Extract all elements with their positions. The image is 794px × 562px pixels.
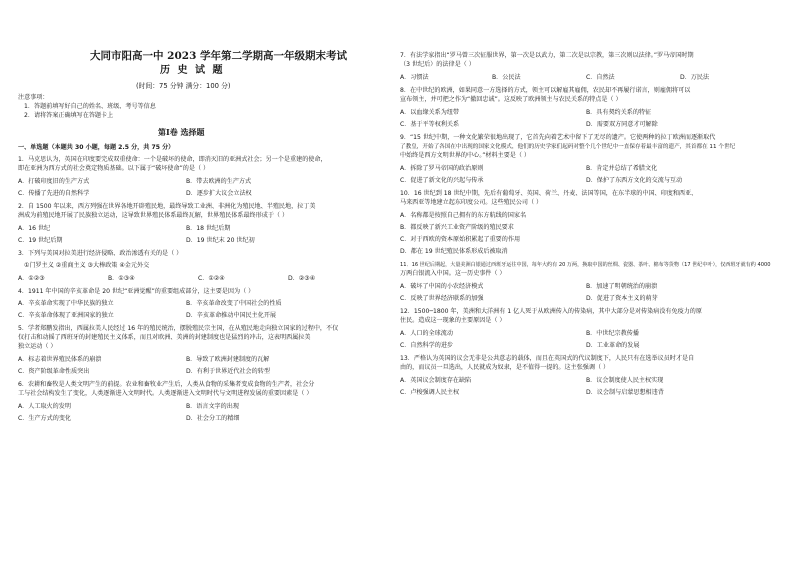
question-text: 宣布领主，并可把之作为“撤回忠诚”。这反映了欧洲领主与农民关系的特点是（ ） (400, 96, 622, 103)
question-text: 10．16 世纪到 18 世纪中期，先后有葡萄牙、英国、荷兰、丹麦、法国等国，在东半球的中国、印度和西亚、 (400, 190, 698, 197)
option: C．反映了世界经济联系的加强 (400, 295, 484, 302)
question-text: 5．学者郑鹏发指出，西属拉美人民经过 16 年的殖民统治，摆脱殖民宗主国，在从殖民地走向独立国家的过程中，不仅 (18, 325, 339, 332)
option: A．标志着世界殖民体系的崩溃 (18, 356, 102, 363)
option: D．促进了资本主义的萌芽 (586, 295, 658, 302)
question-text: 3．下列与美国对拉美进行经济侵略、政治渗透有关的是（ ） (18, 250, 183, 257)
option: A．16 世纪 (18, 225, 51, 232)
option: D．万民法 (680, 74, 710, 81)
question-text: 仅打击和动摇了西班牙的封建殖民主义体系，而且对欧洲、美洲的封建制度也是猛烈的冲击，这表明西属拉美 (18, 334, 311, 341)
question-text: 独立运动（ ） (18, 343, 57, 350)
option: C．基于平等权利关系 (400, 121, 460, 128)
question-text: 11．16 世纪后期起，大量美洲白银通过西班牙运往中国，每年大约有 20 万两，换取中国的丝绸、瓷器、茶叶、棉布等货物（17 世纪中叶），仅西班牙就有约 4000 (400, 262, 771, 268)
question-text: 1．马克思认为，英国在印度要完成双重使命：一个是破坏的使命，即消灭旧的亚洲式社会；另一个是重建的使命， (18, 156, 327, 163)
question-text: 9．“15 世纪中期，一种文化繁荣很地出现了，它首先向着艺术中留下了无尽的遗产。它使两种的拉丁欧洲而逐渐取代 (400, 134, 716, 141)
option: B．导致了欧洲封建制度的瓦解 (186, 356, 270, 363)
option: C．卢梭强调人民主权 (400, 389, 460, 396)
option: C．辛亥革命体现了亚洲国家的独立 (18, 312, 114, 319)
option: C．①②④ (198, 275, 225, 282)
notice-item: 1．答题前填写好自己的姓名、班级、考号等信息 (24, 103, 156, 110)
exam-subject: 历 史 试 题 (160, 65, 225, 76)
option: D．辛亥革命推动中国民主化开展 (186, 312, 277, 319)
option: A．辛亥革命实现了中华民族的独立 (18, 300, 114, 307)
option: D．19 世纪末 20 世纪初 (186, 237, 255, 244)
option: D．有利于世界近代社会的转型 (186, 368, 270, 375)
section-heading: 一、单选题（本题共 30 小题，每题 2.5 分，共 75 分） (18, 144, 175, 151)
notice-item: 2．请将答案正确填写在答题卡上 (24, 112, 114, 119)
part-title: 第Ⅰ卷 选择题 (158, 127, 205, 137)
notice-title: 注意事项： (18, 94, 49, 101)
option: D．议会制与启蒙思想相违背 (586, 389, 664, 396)
question-text: 7．有法学家指出“罗马曾三次征服世界，第一次是以武力，第二次是以宗教，第三次则以法律。”罗马帝国时期 (400, 52, 694, 59)
option: A．人工取火的发明 (18, 403, 71, 410)
option: A．习惯法 (400, 74, 429, 81)
option: D．工业革命的发展 (586, 342, 640, 349)
question-items: ①门罗主义 ②重商主义 ③大棒政策 ④金元外交 (24, 262, 150, 269)
option: B．公民法 (492, 74, 521, 81)
option: C．对于西欧的资本原始积累起了重要的作用 (400, 236, 521, 243)
question-text: 洲成为前殖民地开展了民族独立运动，这导致世界殖民体系最终瓦解，世界殖民体系最终形成于（ ） (18, 212, 289, 219)
question-text: 8．在中世纪的欧洲，如果同意一方选择的方式，领主可以解雇其雇佣，农民却不再履行诺言，则雇佣将可以 (400, 87, 691, 94)
option: A．英国议会制度存在缺陷 (400, 377, 472, 384)
question-text: 工与社会结构发生了变化，人类逐渐进入文明时代。人类逐渐进入文明时代与文明进程发展的重要因素是（ ） (18, 390, 313, 397)
exam-title: 大同市阳高一中 2023 学年第二学期高一年级期末考试 (90, 50, 348, 62)
option: C．自然法 (586, 74, 615, 81)
option: B．加速了明朝统治的崩溃 (586, 283, 658, 290)
question-text: 由的，而议员一旦选出，人民就成为奴隶，是不值得一提的。这主张强调（ ） (400, 364, 610, 371)
question-text: 12．1500─1800 年，美洲和大洋洲有 1 亿人死于从欧洲传入的传染病，其中大部分是对传染病没有免疫力的原 (400, 308, 702, 315)
option: A．破坏了中国的小农经济模式 (400, 283, 484, 290)
option: C．19 世纪后期 (18, 237, 63, 244)
option: B．都反映了新兴工业资产阶级的殖民要求 (400, 224, 514, 231)
option: A．拆除了罗马帝国的政治原则 (400, 165, 484, 172)
question-text: （3 世纪后）的法律是（ ） (400, 61, 475, 68)
option: A．名称都是按照自己拥有的东方航线的国家名 (400, 212, 527, 219)
option: A．以血缘关系为纽带 (400, 109, 460, 116)
option: B．带去欧洲的生产方式 (186, 178, 252, 185)
time-score: (时间：75 分钟 满分：100 分) (136, 82, 231, 90)
option: D．需要双方同意才可解除 (586, 121, 658, 128)
question-text: 6．农耕和畜牧是人类文明产生的前提。农业和畜牧业产生后，人类从食物的采集者变成食物的生产者，社会分 (18, 381, 315, 388)
option: B．语言文字的出现 (186, 403, 239, 410)
question-text: 住民。造成这一现象的主要原因是（ ） (400, 317, 506, 324)
option: A．打破印度旧的生产方式 (18, 178, 90, 185)
option: C．传播了先进的自然科学 (18, 190, 90, 197)
option: D．②③④ (288, 275, 316, 282)
option: C．资产阶级革命性质突出 (18, 368, 90, 375)
question-text: 马来西亚等地建立起东印度公司。这些殖民公司（ ） (400, 199, 543, 206)
option: B．议会制度使人民主权实现 (586, 377, 664, 384)
option: C．生产方式的变化 (18, 415, 72, 422)
option: C．自然科学的进步 (400, 342, 454, 349)
option: D．逐步扩大议会立法权 (186, 190, 252, 197)
option: B．中世纪宗教传播 (586, 330, 639, 337)
option: A．人口的全球流动 (400, 330, 453, 337)
option: B．具有契约关系的特征 (586, 109, 652, 116)
option: B．辛亥革命改变了中国社会的性质 (186, 300, 282, 307)
option: A．①②③ (18, 275, 45, 282)
option: B．18 世纪后期 (186, 225, 231, 232)
option: D．保护了东西方文化的交流与互动 (586, 177, 683, 184)
option: C．促进了新文化的兴起与传承 (400, 177, 484, 184)
question-text: 了教皇，开始了各国在中出现的国家文化模式，他们的历史学家们起码对整个几个世纪中一直保存着最丰富的遗产，其首都在 11 个世纪 (400, 144, 736, 150)
question-text: 万两白银流入中国。这一历史事件（ ） (400, 270, 506, 277)
question-text: 13．严格认为英国的议会无非是公共意志的载体，而且在英国式的代议制度下，人民只有在选举议员时才是自 (400, 355, 695, 362)
option: D．社会分工的精细 (186, 415, 240, 422)
option: B．肯定并总结了希腊文化 (586, 165, 658, 172)
question-text: 中始终是西方文明世界的中心。”材料主要是（ ） (400, 152, 531, 159)
question-text: 即在亚洲为西方式的社会奠定物质基础。以下属于“破坏使命”的是（ ） (18, 165, 210, 172)
question-text: 4．1911 年中国的辛亥革命是 20 世纪“亚洲觉醒”的重要组成部分，这主要是因为（ ） (18, 288, 255, 295)
option: D．都在 19 世纪殖民体系形成后被取消 (400, 248, 508, 255)
question-text: 2．自 1500 年以来，西方列强在世界各地开辟殖民地，最终导致工业洲、非洲化为殖民地、半殖民地，拉丁美 (18, 203, 316, 210)
option: B．①③④ (108, 275, 135, 282)
